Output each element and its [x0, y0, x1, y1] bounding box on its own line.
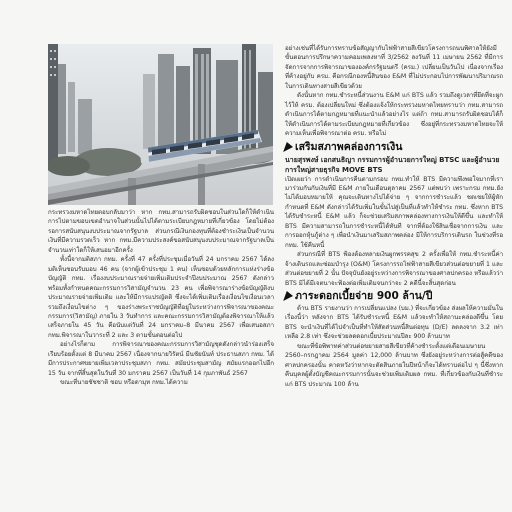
paragraph: กระทรวงมหาดไทยตอบกลับมาว่า หาก กทม.สามารถรับผิดชอบในส่วนใดก็ให้ดำเนินการไปตามขอบเขตอำนาจในส่วนนั้นไปได้ตามระเบียบกฎหมายที่เกี่ยวข้อง โดยไม่ต้องรอการสนับสนุนงบประมาณจากรัฐบาล ส่วนกรณีเงินกองทุนที่ต้องชำระเงินเป็นจำนวนเงินที่มีความรวดเร็ว หาก กทม.มีความประสงค์ขอสนับสนุนงบประมาณจากรัฐบาลเป็นจำนวนเท่าใดก็ให้เสนอมาอีกครั้ง [48, 209, 274, 254]
section-heading-text: ภาระดอกเบี้ยจ่าย 900 ล้าน/ปี [295, 289, 433, 302]
paragraph: อย่างไรก็ตาม การพิจารณาของคณะกรรมการวิสามัญชุดดังกล่าวนำร่องเสร็จเรียบร้อยตั้งแต่ 8 มีนาคม 2567 เนื่องจากนายวิรัตน์ มีนชัยนันท์ ประธานสภา กทม. ได้มีการประกาศขยายเพิ่มเวลาประชุมสภา กทม. สมัยประชุมสามัญ สมัยแรกออกไปอีก 15 วัน จากที่สิ้นสุดในวันที่ 30 มกราคม 2567 เป็นวันที่ 14 กุมภาพันธ์ 2567 [48, 341, 274, 377]
section-subheading: นายสุรพงษ์ เอกสนธิญา กรรมการผู้อำนวยการใหญ่ BTSC และผู้อำนวยการใหญ่สายธุรกิจ MOVE BTS [285, 155, 500, 174]
paragraph: ทั้งนี้จากมติสภา กทม. ครั้งที่ 47 ครั้งที่ประชุมเมื่อวันที่ 24 มกราคม 2567 ได้ลงมติเห็นชอบรับมอบ 46 คน (จากผู้เข้าประชุม 1 คน) เห็นชอบด้วยหลักการแห่งร่างข้อบัญญัติ กทม. เรื่องงบประมาณรายจ่ายเพิ่มเติมประจำปีงบประมาณ 2567 ดังกล่าว พร้อมทั้งกำหนดคณะกรรมการวิสามัญจำนวน 23 คน เพื่อพิจารณาร่างข้อบัญญัติงบประมาณรายจ่ายเพิ่มเติม และให้มีการแปรญัตติ ซึ่งจะได้เพิ่มเติมเรื่องเงื่อนไขเงื่อนเวลา รวมถึงเงื่อนไขต่าง ๆ ของร่างพระราชบัญญัติที่อยู่ในระหว่างการพิจารณาของคณะกรรมการ(วิสามัญ) ภายใน 3 วันทำการ และคณะกรรมการวิสามัญต้องพิจารณาให้แล้วเสร็จภายใน 45 วัน คือนับแต่วันที่ 24 มกราคม–8 มีนาคม 2567 เพื่อเสนอสภา กทม.พิจารณาในวาระที่ 2 และ 3 ตามขั้นตอนต่อไป [48, 256, 274, 339]
paragraph: ด้าน BTS รายงานว่า การเปลี่ยนแปลง (บม.) ที่จะเกี่ยวข้อง ส่งผลให้ความมั่นในเรื่องนี้ว่า หลังจาก BTS ได้รับชำระหนี้ E&M แล้วจะทำให้สถานะคล่องดีขึ้น โดย BTS จะนำเงินที่ได้ไปจำเป็นที่ทำให้สัดส่วนหนี้สินต่อทุน (D/E) ลดลงจาก 3.2 เท่า เหลือ 2.8 เท่า ซึ่งจะช่วยลดดอกเบี้ยประมาณปีละ 900 ล้านบาท [285, 304, 503, 341]
bts-skytrain-photo [48, 44, 273, 205]
paragraph: ดังนั้นหาก กทม.ชำระหนี้ส่วนงาน E&M แก่ BTS แล้ว รวมถึงดูเวลาที่ยึดที่จะผูกไว้ให้ ครม. ต้องเปลี่ยนใหม่ ซึ่งต้องแจ้งให้กระทรวงมหาดไทยทราบว่า กทม.สามารถดำเนินการได้ตามกฎหมายที่แนะนำแล้วอย่างไร แต่ถ้า กทม.สามารถรับผิดชอบได้ก็ให้ดำเนินการได้ตามระเบียบกฎหมายที่เกี่ยวข้อง ซึ่งอยู่ที่กระทรวงมหาดไทยจะให้ความเห็นเพื่อพิจารณาต่อ ครม. หรือไม่ [285, 92, 503, 138]
skytrain-image [48, 44, 273, 205]
paragraph: อย่างเช่นที่ได้รับการทราบข้อสัญญากับไฟฟ้าสายสีเขียวโครงการถนนพิศาลให้ยังมีขั้นตอนการปรึกษาความคอมเพลงหาที่ 3/2562 ลงวันที่ 11 เมษายน 2562 ที่มีการจัดการจากการพิจารณาขององค์กรรัฐมนตรี (ครม.) เปลี่ยนเป็นวันไป เนื่องจากเรื่องที่ค้างอยู่กับ ครม. คือกรณีกองหนี้สินของ E&M ที่ไม่ประกอบไปการพัฒนาปริมาณรถในการเดินทางสายสีเขียวด้วย [285, 45, 503, 90]
section-heading-text: เสริมสภาพคล่องการเงิน [295, 140, 403, 153]
paragraph: เปิดเผยว่า การดำเนินการคืนตามกรอบ กทม.ทำให้ BTS มีความพึงพอใจมากที่เรามาร่วมกันกับเงินที่มี E&M ภายในเดือนตุลาคม 2567 แต่พบว่า เพราะกรม กทม.ยังไม่ได้มอบหมายให้ คุณจะเดินทางไปได้จ่าย ๆ จากการชำระแล้ว ชดเชยให้ผู้หักกำหนดที่ E&M ดังกล่าวได้รับเพิ่มในขั้นไปสู่เป็นที่แล้วทำให้ชำระ กทม. ซึ่งหาก BTS ได้รับชำระหนี้ E&M แล้ว ก็จะช่วยเสริมสภาพคล่องทางการเงินให้ดีขึ้น และทำให้ BTS มีความสามารถในการชำระหนี้ได้ทันที จากที่ต้องใช้สินเชื่อจากการเงิน และการออกหุ้นกู้ต่าง ๆ เพื่อนำเงินมาเสริมสภาพคล่อง มีให้การบริการเดินรถ ในช่วงที่รอ กทม. ใช้คืนหนี้ [285, 175, 503, 249]
left-text-column [48, 208, 274, 388]
section-heading [285, 141, 503, 154]
paragraph: ส่วนกรณีที่ BTS ฟ้องต้องหลายเงินผูกพรรคสุข 2 ครั้งเพื่อให้ กทม.ชำระหนี้ค่าจ้างเดินรถและซ่อมบำรุง (O&M) โครงการรถไฟฟ้าสายสีเขียวส่วนต่อขยายที่ 1 และส่วนต่อขยายที่ 2 นั้น ปัจจุบันยังอยู่ระหว่างการพิจารณาของศาลปกครอง หรือแล้วว่า BTS มิได้มีเจตนาจะฟ้องต่อเพิ่มเติมจนกว่าจะ 2 คดีนี้จะสิ้นสุดก่อน [285, 251, 503, 287]
triangle-bullet-icon [283, 291, 295, 301]
paragraph: ขณะที่ข้อพิพาทค่าส่วนต่อขยายสายสีเขียวที่ค้างชำระตั้งแต่เดือนเมษายน 2560–กรกฎาคม 2564 มูลค่า 12,000 ล้านบาท ซึ่งยังอยู่ระหว่างการต่อสู้คดีของศาลปกครองนั้น คาดหวังว่าหากจะตัดสินภายในปีหน้าก็จะได้ทราบต่อไป ๆ นี้ซึ่งหากคืนบุคลผู้ตั้งบัญชีคณะกรรมการนั้นจะช่วยเพิ่มเติมผล กทม. ที่เกี่ยวข้องกับเงินที่ชำระแก่ BTS ประมาณ 100 ล้าน [285, 342, 503, 388]
right-text-column [285, 44, 503, 389]
paragraph: ขณะที่นายชัชชาติ ชอบ หรือดามุท กทม.ได้ความ [60, 379, 188, 387]
triangle-bullet-icon [283, 142, 295, 152]
section-heading [285, 290, 503, 303]
